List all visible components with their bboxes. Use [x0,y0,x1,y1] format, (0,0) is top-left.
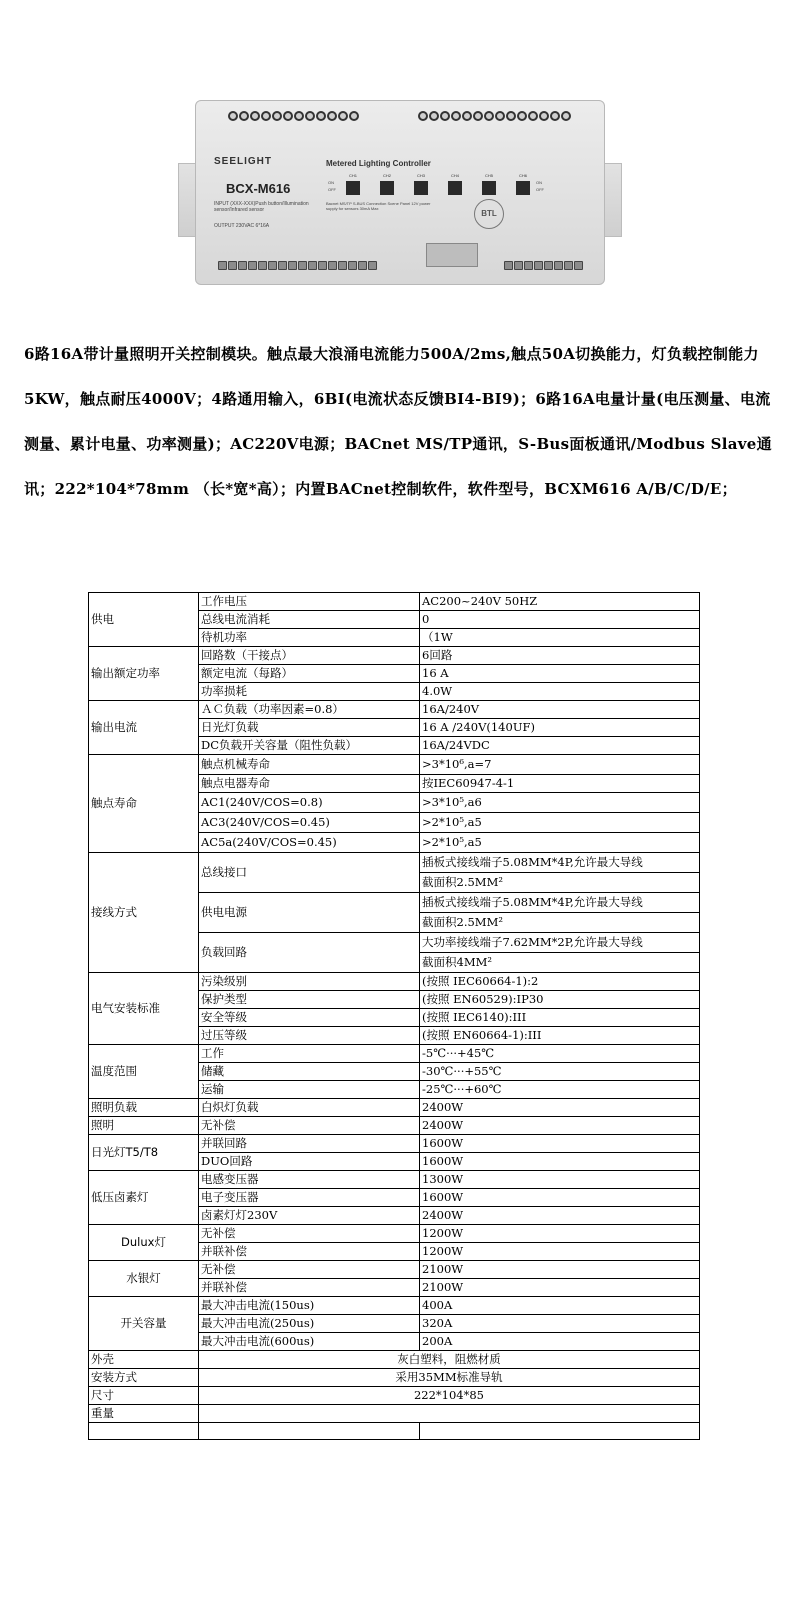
empty-cell [199,1423,420,1440]
param-name: 白炽灯负载 [199,1099,420,1117]
group-label: 水银灯 [89,1261,199,1297]
param-value: -25℃···+60℃ [420,1081,700,1099]
param-value: 16 A /240V(140UF) [420,719,700,737]
table-row [89,1351,700,1369]
param-name: 过压等级 [199,1027,420,1045]
param-value [199,1405,700,1423]
channel-button: CH2 [380,173,394,195]
table-row [89,701,700,719]
table-row [89,1045,700,1063]
param-value: 采用35MM标准导轨 [199,1369,700,1387]
group-label: 重量 [89,1405,199,1423]
empty-cell [420,1423,700,1440]
group-label: 输出额定功率 [89,647,199,701]
param-value: 4.0W [420,683,700,701]
param-value: -5℃···+45℃ [420,1045,700,1063]
dip-switch [426,243,478,267]
param-name: 待机功率 [199,629,420,647]
group-label: 输出电流 [89,701,199,755]
param-name: 无补偿 [199,1117,420,1135]
group-label: Dulux灯 [89,1225,199,1261]
param-value: 1300W [420,1171,700,1189]
group-label: 尺寸 [89,1387,199,1405]
device-title: Metered Lighting Controller [326,159,431,168]
param-value: (按照 IEC60664-1):2 [420,973,700,991]
param-value: >3*10⁵,a6 [420,793,700,813]
param-name: 总线接口 [199,853,420,893]
group-label: 低压卤素灯 [89,1171,199,1225]
param-value: AC200~240V 50HZ [420,593,700,611]
table-row [89,1261,700,1279]
param-value: 插板式接线端子5.08MM*4P,允许最大导线 [420,853,700,873]
channel-button: CH3 [414,173,428,195]
output-spec-text: OUTPUT 230VAC 6*16A [214,223,270,229]
param-name: 污染级别 [199,973,420,991]
param-value: (按照 EN60529):IP30 [420,991,700,1009]
param-name: 最大冲击电流(150us) [199,1297,420,1315]
param-name: AC1(240V/COS=0.8) [199,793,420,813]
param-name: 负载回路 [199,933,420,973]
param-value: 大功率接线端子7.62MM*2P,允许最大导线 [420,933,700,953]
param-name: 并联补偿 [199,1279,420,1297]
param-name: AC5a(240V/COS=0.45) [199,833,420,853]
channel-button: CH4 [448,173,462,195]
param-name: 电感变压器 [199,1171,420,1189]
param-name: 供电电源 [199,893,420,933]
param-name: 触点机械寿命 [199,755,420,775]
param-name: 回路数（干接点） [199,647,420,665]
channel-button: CH6 [516,173,530,195]
table-row [89,1117,700,1135]
param-value: 6回路 [420,647,700,665]
table-row [89,1423,700,1440]
group-label: 日光灯T5/T8 [89,1135,199,1171]
group-label: 电气安装标准 [89,973,199,1045]
param-value: -30℃···+55℃ [420,1063,700,1081]
param-value: 按IEC60947-4-1 [420,775,700,793]
table-row [89,1225,700,1243]
param-name: 卤素灯灯230V [199,1207,420,1225]
on-off-label-right: ON OFF [536,180,544,192]
group-label: 温度范围 [89,1045,199,1099]
group-label: 安装方式 [89,1369,199,1387]
param-name: 并联补偿 [199,1243,420,1261]
table-row [89,593,700,611]
group-label: 接线方式 [89,853,199,973]
table-row [89,973,700,991]
param-value: 灰白塑料，阻燃材质 [199,1351,700,1369]
param-value: 2400W [420,1207,700,1225]
param-value: 1200W [420,1243,700,1261]
brand-logo: SEELIGHT [214,156,273,167]
btl-logo: BTL [474,199,504,229]
param-value: (按照 IEC6140):III [420,1009,700,1027]
spec-table [88,592,700,1440]
param-value: （1W [420,629,700,647]
bottom-terminals-right [504,261,583,270]
param-name: 最大冲击电流(600us) [199,1333,420,1351]
param-name: 总线电流消耗 [199,611,420,629]
param-value: >2*10⁵,a5 [420,813,700,833]
channel-button: CH1 [346,173,360,195]
table-row [89,1297,700,1315]
param-value: 1600W [420,1135,700,1153]
group-label: 触点寿命 [89,755,199,853]
param-value: 2100W [420,1261,700,1279]
param-name: 工作电压 [199,593,420,611]
param-name: ＡＣ负载（功率因素=0.8） [199,701,420,719]
param-name: 电子变压器 [199,1189,420,1207]
param-name: DC负载开关容量（阻性负载） [199,737,420,755]
param-value: 16 A [420,665,700,683]
param-value: 0 [420,611,700,629]
table-row [89,1369,700,1387]
param-name: 保护类型 [199,991,420,1009]
param-value: 截面积4MM² [420,953,700,973]
param-value: 200A [420,1333,700,1351]
param-value: (按照 EN60664-1):III [420,1027,700,1045]
param-name: 储藏 [199,1063,420,1081]
param-value: 2400W [420,1099,700,1117]
param-value: 1200W [420,1225,700,1243]
param-value: 1600W [420,1189,700,1207]
empty-cell [89,1423,199,1440]
param-name: 触点电器寿命 [199,775,420,793]
model-label: BCX-M616 [226,181,291,196]
table-row [89,1405,700,1423]
table-row [89,1387,700,1405]
param-value: 16A/240V [420,701,700,719]
on-off-label-left: ON OFF [328,180,336,192]
param-value: 16A/24VDC [420,737,700,755]
param-name: 日光灯负载 [199,719,420,737]
param-value: 2400W [420,1117,700,1135]
table-row [89,1171,700,1189]
group-label: 照明 [89,1117,199,1135]
param-value: 2100W [420,1279,700,1297]
param-name: 运输 [199,1081,420,1099]
param-value: >2*10⁵,a5 [420,833,700,853]
param-value: 1600W [420,1153,700,1171]
param-value: >3*10⁶,a=7 [420,755,700,775]
param-value: 400A [420,1297,700,1315]
param-name: 工作 [199,1045,420,1063]
group-label: 开关容量 [89,1297,199,1351]
product-photo [195,100,605,285]
bottom-terminals-left [218,261,377,270]
param-value: 截面积2.5MM² [420,913,700,933]
table-row [89,1099,700,1117]
product-description: 6路16A带计量照明开关控制模块。触点最大浪涌电流能力500A/2ms,触点50A切换能力，灯负载控制能力5KW，触点耐压4000V；4路通用输入，6BI(电流状态反馈BI4-BI9)；6路16A电量计量(电压测量、电流测量、累计电量、功率测量)；AC220V电源；BACnet MS/TP通讯，S-Bus面板通讯/Modbus Slave通讯；222*104*78mm （长*宽*高）；内置BACnet控制软件，软件型号，BCXM616 A/B/C/D/E； [24,345,772,498]
table-row [89,755,700,775]
param-value: 截面积2.5MM² [420,873,700,893]
table-row [89,1135,700,1153]
group-label: 供电 [89,593,199,647]
bus-spec-text: Bacnet MS/TP S-BUS Connection Scene Panel 12V power supply for sensors 30mA Max [326,201,431,211]
table-row [89,853,700,873]
param-name: 无补偿 [199,1261,420,1279]
param-name: 功率损耗 [199,683,420,701]
table-row [89,647,700,665]
top-terminals-left [228,111,359,121]
param-name: 最大冲击电流(250us) [199,1315,420,1333]
group-label: 照明负载 [89,1099,199,1117]
param-name: 安全等级 [199,1009,420,1027]
param-name: 并联回路 [199,1135,420,1153]
top-terminals-right [418,111,571,121]
param-name: AC3(240V/COS=0.45) [199,813,420,833]
param-value: 320A [420,1315,700,1333]
param-name: 额定电流（每路） [199,665,420,683]
input-spec-text: INPUT (XXX-XXX)Push button/Illumination sensor/Infrared sensor [214,201,309,213]
group-label: 外壳 [89,1351,199,1369]
param-value: 222*104*85 [199,1387,700,1405]
param-value: 插板式接线端子5.08MM*4P,允许最大导线 [420,893,700,913]
param-name: DUO回路 [199,1153,420,1171]
channel-button: CH5 [482,173,496,195]
param-name: 无补偿 [199,1225,420,1243]
